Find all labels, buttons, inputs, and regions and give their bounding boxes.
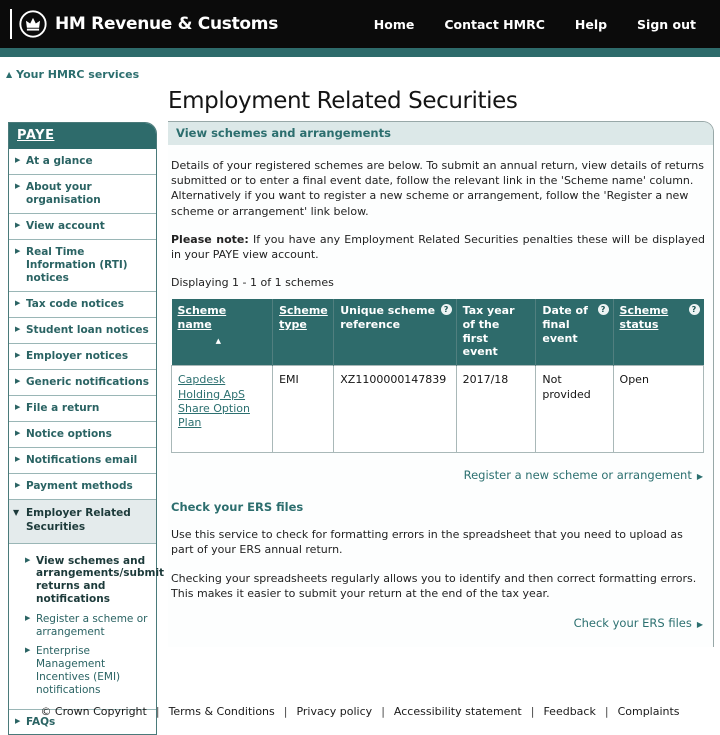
- sidebar-subitem-label: Enterprise Management Incentives (EMI) notifications: [36, 645, 121, 696]
- sidebar-item-label: Payment methods: [26, 480, 133, 493]
- table-header-row: [172, 299, 704, 366]
- register-link-row: [168, 464, 703, 483]
- arrow-right-icon: ▶: [696, 472, 703, 482]
- footer-separator: |: [155, 705, 160, 718]
- table-body: [172, 366, 704, 453]
- sidebar-item-label: Real Time Information (RTI) notices: [26, 246, 128, 285]
- sort-ascending-icon: ▲: [215, 336, 221, 345]
- arrow-right-icon: ▶: [696, 619, 703, 629]
- top-bar: [0, 0, 720, 48]
- sidebar-sub-items: [9, 543, 165, 710]
- sidebar-item-label: Notifications email: [26, 454, 138, 467]
- column-label[interactable]: Scheme status: [619, 304, 669, 331]
- sidebar-item-file-a-return[interactable]: [9, 395, 156, 421]
- topnav-link-home[interactable]: Home: [373, 16, 415, 32]
- chevron-down-icon: ▼: [13, 508, 20, 518]
- chevron-right-icon: ▶: [15, 481, 21, 490]
- sidebar-item-label: Employer Related Securities: [26, 507, 131, 533]
- your-hmrc-services-link[interactable]: Your HMRC services: [16, 68, 140, 81]
- collapse-up-icon: ▲: [6, 69, 13, 79]
- sidebar-item-label: At a glance: [26, 155, 93, 167]
- footer-link-feedback[interactable]: Feedback: [543, 705, 596, 718]
- note-label: Please note:: [171, 232, 249, 246]
- topnav-link-sign-out[interactable]: Sign out: [637, 16, 696, 32]
- ers-heading: Check your ERS files: [171, 500, 304, 515]
- teal-strip: [0, 48, 720, 57]
- ers-paragraph-2: Checking your spreadsheets regularly allows you to identify and then correct formatting errors. This makes it easier to submit your return at the end of the tax year.: [171, 571, 697, 600]
- help-icon[interactable]: ?: [689, 304, 700, 315]
- cell-scheme-name: [172, 366, 273, 453]
- chevron-right-icon: ▶: [15, 247, 21, 256]
- column-label: Tax year of the first event: [462, 304, 515, 359]
- sidebar-item-notifications-email[interactable]: [9, 447, 156, 473]
- cell-tax-year-first-event: 2017/18: [456, 366, 536, 453]
- sidebar-subitem-label: View schemes and arrangements/submit returns and notifications: [36, 554, 165, 605]
- sidebar-item-student-loan-notices[interactable]: [9, 317, 156, 343]
- sidebar-item-label: About your organisation: [26, 181, 101, 207]
- footer-separator: |: [381, 705, 385, 718]
- chevron-right-icon: ▶: [15, 429, 21, 438]
- services-row: [0, 57, 720, 81]
- chevron-right-icon: ▶: [15, 717, 21, 726]
- section-header: View schemes and arrangements: [168, 122, 713, 145]
- sidebar-item-employer-notices[interactable]: [9, 343, 156, 369]
- footer-link-crown-copyright: © Crown Copyright: [40, 705, 147, 718]
- column-header-scheme-name[interactable]: [172, 299, 273, 366]
- sidebar-item-label: Generic notifications: [26, 376, 149, 389]
- top-nav: [374, 17, 720, 32]
- sidebar-item-generic-notifications[interactable]: [9, 369, 156, 395]
- footer: [0, 705, 720, 718]
- column-label: Unique scheme reference: [340, 304, 436, 331]
- sidebar-title-paye[interactable]: PAYE: [9, 123, 156, 149]
- sidebar-item-at-a-glance[interactable]: [9, 149, 156, 174]
- column-label[interactable]: Scheme name: [177, 304, 227, 331]
- sidebar-item-employer-related-securities[interactable]: [9, 499, 156, 542]
- cell-scheme-type: EMI: [273, 366, 334, 453]
- page-title: Employment Related Securities: [168, 88, 518, 114]
- chevron-right-icon: ▶: [25, 613, 31, 622]
- column-header-tax-year-of-the-first-event: [456, 299, 536, 366]
- sidebar-item-label: File a return: [26, 402, 100, 415]
- register-new-scheme-link[interactable]: Register a new scheme or arrangement ▶: [463, 468, 703, 483]
- chevron-right-icon: ▶: [15, 403, 21, 412]
- help-icon[interactable]: ?: [441, 304, 452, 315]
- sidebar-subitem-label: Register a scheme or arrangement: [36, 612, 148, 638]
- sidebar-items: [9, 149, 156, 499]
- column-header-date-of-final-event: [536, 299, 613, 366]
- cell-unique-reference: XZ1100000147839: [334, 366, 456, 453]
- main-content: [168, 88, 714, 647]
- footer-link-accessibility-statement[interactable]: Accessibility statement: [393, 705, 522, 718]
- note-text: Please note: If you have any Employment Related Securities penalties these will be displayed in your PAYE view account.: [171, 232, 706, 261]
- check-ers-files-link[interactable]: Check your ERS files ▶: [573, 615, 703, 630]
- chevron-right-icon: ▶: [15, 221, 21, 230]
- column-header-unique-scheme-reference: [334, 299, 456, 366]
- sidebar-item-about-your-organisation[interactable]: [9, 174, 156, 213]
- sidebar-item-label: FAQs: [26, 716, 56, 729]
- cell-scheme-status: Open: [613, 366, 703, 453]
- ers-link-row: [168, 612, 703, 631]
- sidebar-item-label: Student loan notices: [26, 324, 149, 337]
- footer-link-terms-conditions[interactable]: Terms & Conditions: [168, 705, 275, 718]
- ers-paragraph-1: Use this service to check for formatting errors in the spreadsheet that you need to upload as part of your ERS annual return.: [171, 528, 683, 557]
- chevron-right-icon: ▶: [15, 455, 21, 464]
- sidebar-item-real-time-information-rti-notices[interactable]: [9, 239, 156, 291]
- displaying-count: Displaying 1 - 1 of 1 schemes: [171, 276, 334, 290]
- topnav-link-contact-hmrc[interactable]: Contact HMRC: [444, 16, 545, 32]
- hmrc-logo: [0, 9, 278, 39]
- column-label[interactable]: Scheme type: [279, 304, 328, 331]
- cell-date-final-event: Not provided: [536, 366, 613, 453]
- sidebar-subitem-enterprise-management-incentives-emi-not[interactable]: [23, 645, 154, 696]
- sidebar-item-label: Notice options: [26, 428, 112, 441]
- column-header-scheme-status[interactable]: [613, 299, 703, 366]
- help-icon[interactable]: ?: [598, 304, 609, 315]
- sidebar-item-tax-code-notices[interactable]: [9, 291, 156, 317]
- chevron-right-icon: ▶: [15, 351, 21, 360]
- footer-link-privacy-policy[interactable]: Privacy policy: [296, 705, 373, 718]
- table-row: [172, 366, 704, 453]
- footer-separator: |: [604, 705, 609, 718]
- intro-text: Details of your registered schemes are below. To submit an annual return, view details of returns submitted or to enter a final event date, follow the relevant link in the 'Scheme name' column. Alternatively if you want to register a new scheme or arrangement, follow the 'Register a new scheme or arrangement' link below.: [171, 159, 704, 218]
- crown-icon: [18, 9, 48, 39]
- topnav-link-help[interactable]: Help: [574, 16, 608, 32]
- chevron-right-icon: ▶: [15, 377, 21, 386]
- chevron-right-icon: ▶: [25, 555, 31, 564]
- sidebar-subitem-view-schemes-and-arrangements-submit-ret[interactable]: [23, 554, 165, 606]
- sidebar-subitem-register-a-scheme-or-arrangement[interactable]: [23, 613, 154, 639]
- chevron-right-icon: ▶: [15, 325, 21, 334]
- chevron-right-icon: ▶: [15, 182, 21, 191]
- footer-separator: |: [283, 705, 288, 718]
- schemes-panel: [168, 121, 714, 647]
- footer-separator: |: [530, 705, 535, 718]
- chevron-right-icon: ▶: [15, 299, 21, 308]
- chevron-right-icon: ▶: [25, 646, 31, 655]
- sidebar: [8, 122, 165, 735]
- logo-divider: [10, 9, 12, 39]
- sidebar-item-label: Tax code notices: [26, 298, 124, 311]
- sidebar-item-label: Employer notices: [26, 350, 129, 363]
- sidebar-item-label: View account: [26, 220, 105, 233]
- scheme-name-link[interactable]: Capdesk Holding ApS Share Option Plan: [178, 373, 250, 430]
- sidebar-item-notice-options[interactable]: [9, 421, 156, 447]
- column-header-scheme-type[interactable]: [273, 299, 334, 366]
- sidebar-item-payment-methods[interactable]: [9, 473, 156, 499]
- brand-name: HM Revenue & Customs: [55, 14, 279, 34]
- sidebar-item-view-account[interactable]: [9, 213, 156, 239]
- footer-link-complaints[interactable]: Complaints: [617, 705, 680, 718]
- schemes-table: [171, 299, 704, 453]
- column-label: Date of final event: [542, 304, 588, 345]
- chevron-right-icon: ▶: [15, 156, 21, 164]
